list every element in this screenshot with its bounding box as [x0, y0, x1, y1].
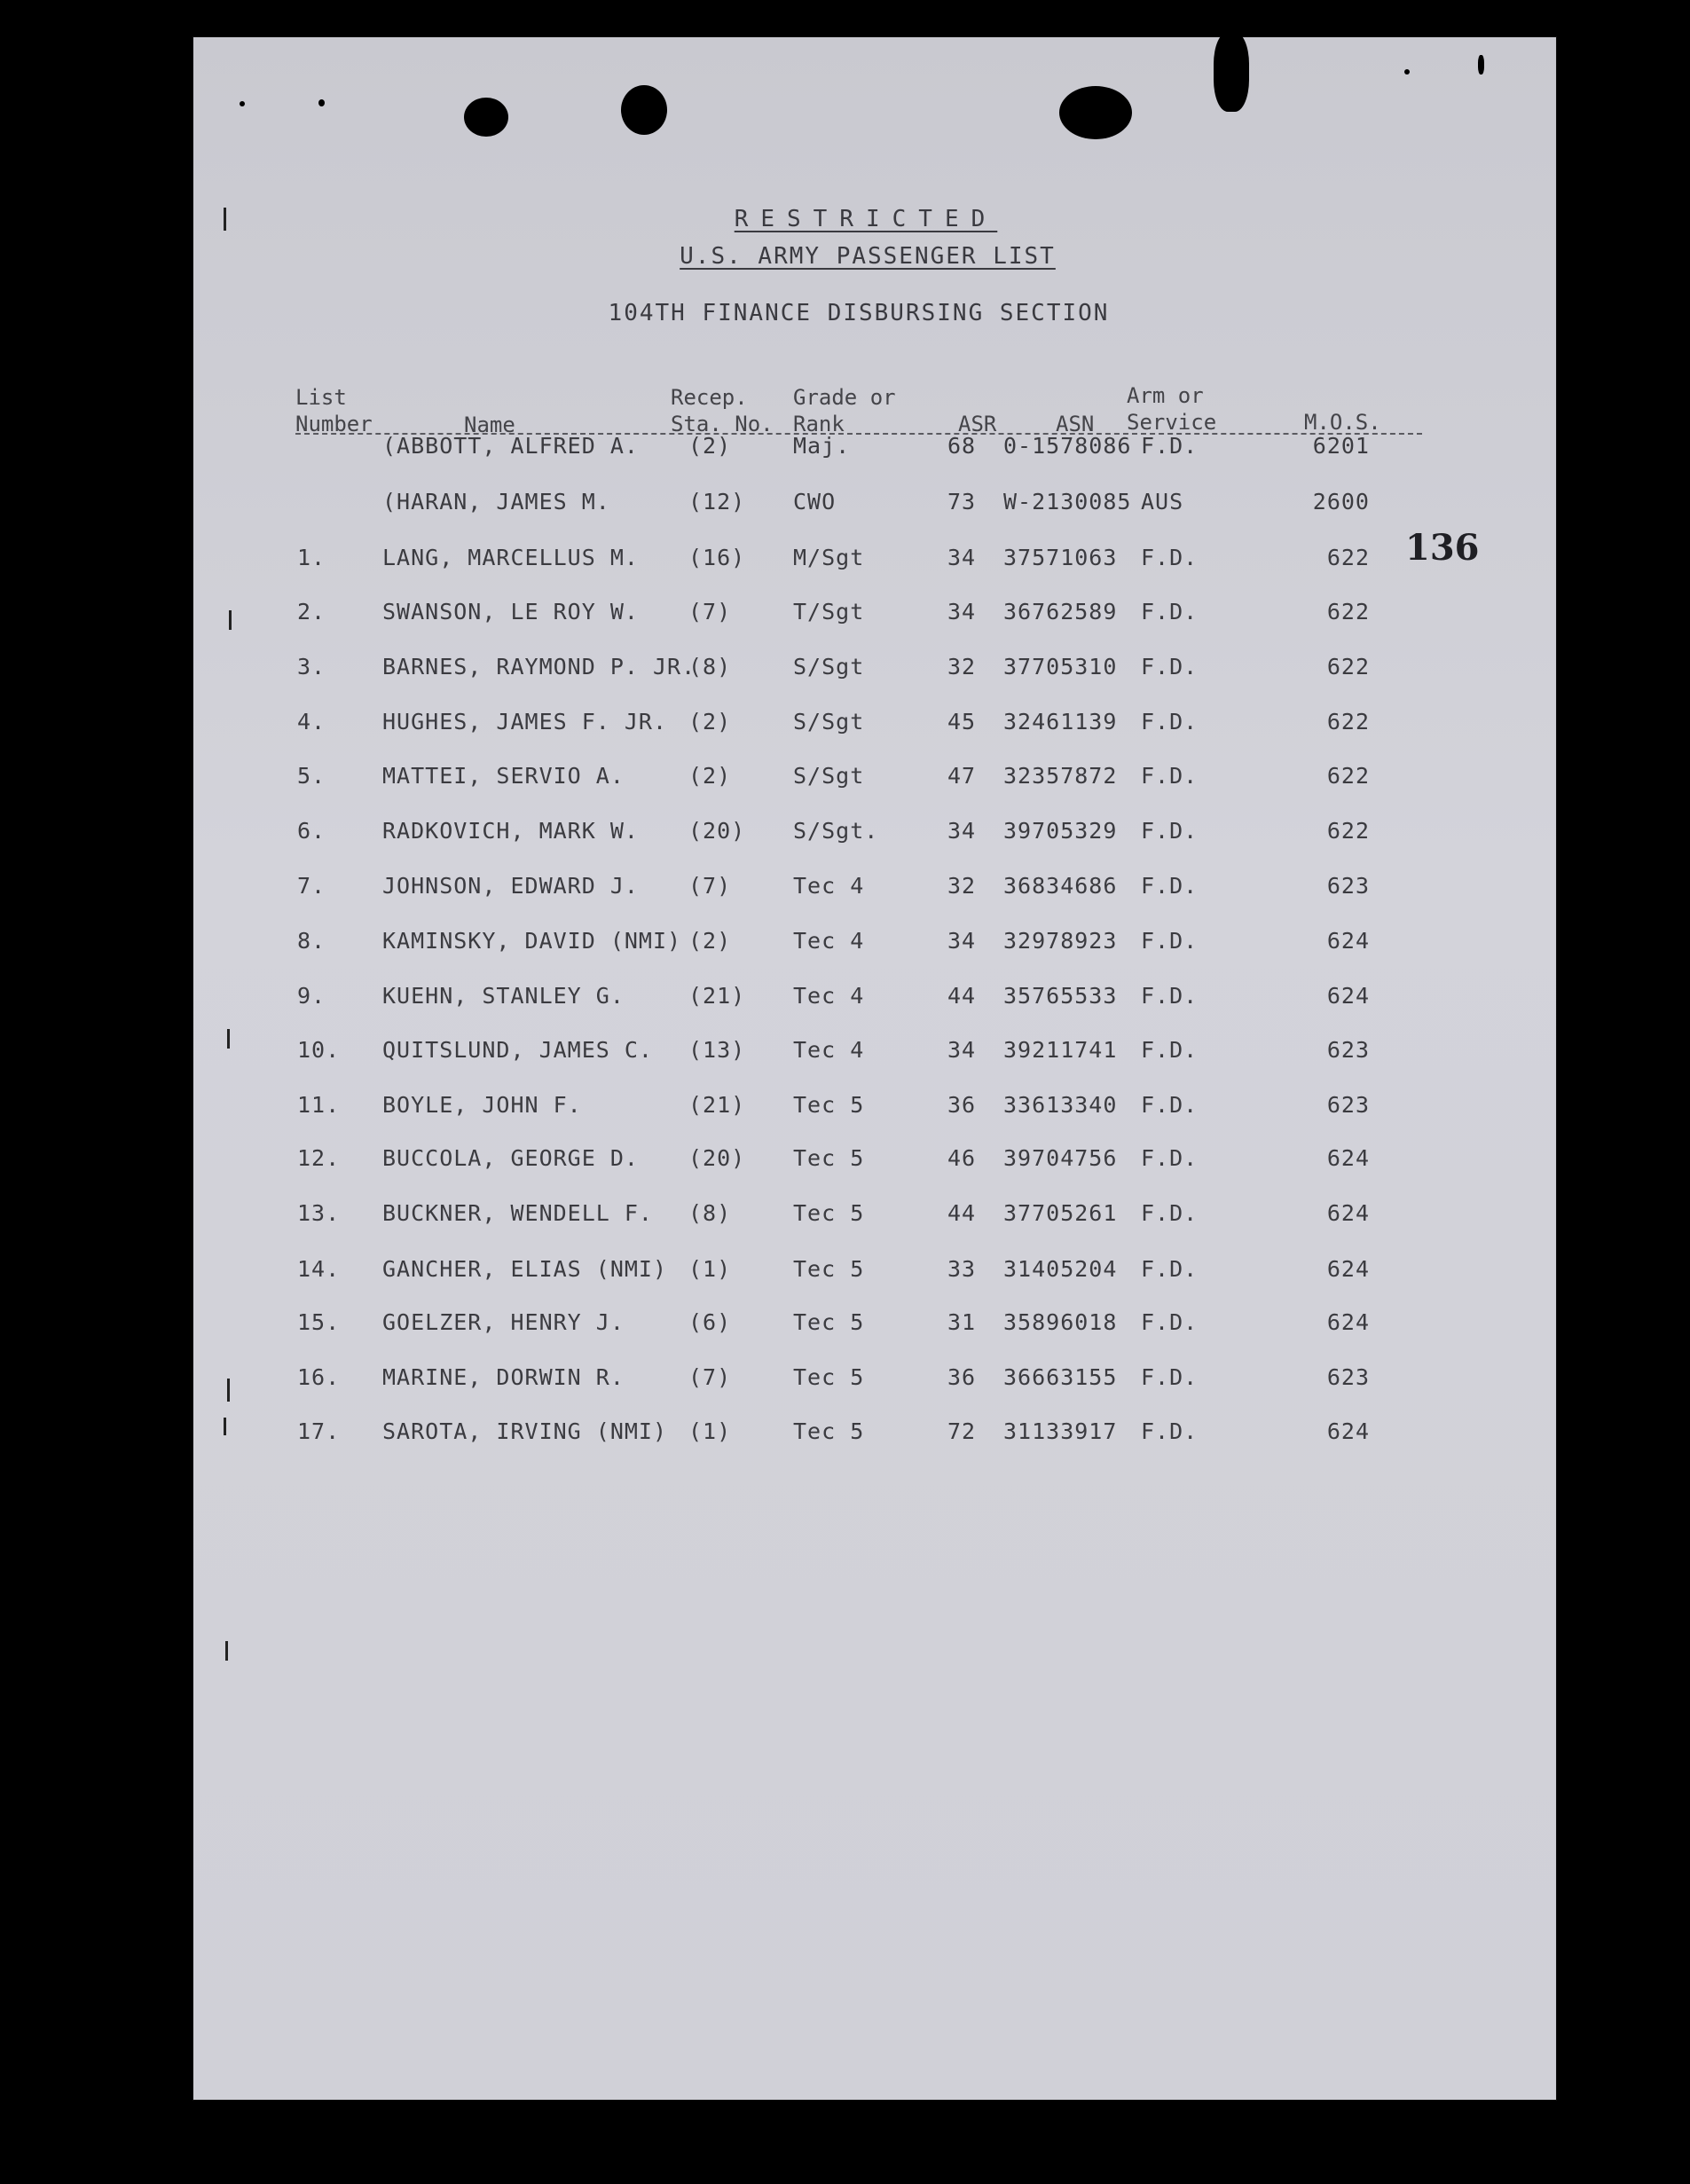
row-arm: F.D. [1141, 599, 1199, 625]
row-number: 14. [297, 1256, 341, 1282]
list-title: U.S. ARMY PASSENGER LIST [680, 243, 1056, 270]
row-recep-station: (2) [688, 763, 732, 789]
unit-name: 104TH FINANCE DISBURSING SECTION [608, 300, 1110, 326]
row-mos: 624 [1326, 983, 1370, 1009]
row-name: LANG, MARCELLUS M. [382, 545, 639, 570]
col-header-recep-2: Sta. No. [671, 412, 774, 436]
row-grade: S/Sgt. [793, 818, 879, 844]
row-recep-station: (7) [688, 1364, 732, 1390]
table-row [193, 818, 1556, 853]
row-name: KUEHN, STANLEY G. [382, 983, 625, 1009]
row-asn: 32461139 [1003, 709, 1118, 735]
row-asn: 0-1578086 [1003, 433, 1132, 459]
row-recep-station: (21) [688, 983, 746, 1009]
row-name: KAMINSKY, DAVID (NMI) [382, 928, 682, 954]
row-name: JOHNSON, EDWARD J. [382, 873, 639, 899]
row-arm: F.D. [1141, 709, 1199, 735]
row-recep-station: (16) [688, 545, 746, 570]
row-asn: 39705329 [1003, 818, 1118, 844]
row-number: 8. [297, 928, 326, 954]
row-mos: 623 [1326, 1037, 1370, 1063]
row-asr: 34 [947, 545, 977, 570]
col-header-recep-1: Recep. [671, 385, 748, 410]
row-recep-station: (2) [688, 709, 732, 735]
row-name: HUGHES, JAMES F. JR. [382, 709, 668, 735]
row-grade: M/Sgt [793, 545, 865, 570]
row-grade: Tec 5 [793, 1145, 865, 1171]
row-asr: 34 [947, 1037, 977, 1063]
row-mos: 624 [1326, 928, 1370, 954]
row-grade: Tec 4 [793, 928, 865, 954]
row-arm: F.D. [1141, 983, 1199, 1009]
row-mos: 623 [1326, 1364, 1370, 1390]
row-asn: 35896018 [1003, 1309, 1118, 1335]
row-grade: T/Sgt [793, 599, 865, 625]
row-asr: 36 [947, 1092, 977, 1118]
row-arm: F.D. [1141, 763, 1199, 789]
row-arm: F.D. [1141, 1418, 1199, 1444]
row-mos: 2600 [1312, 489, 1370, 515]
row-asr: 46 [947, 1145, 977, 1171]
table-row [193, 763, 1556, 798]
table-row [193, 1256, 1556, 1292]
row-grade: Tec 5 [793, 1364, 865, 1390]
row-arm: F.D. [1141, 1256, 1199, 1282]
row-asn: 37705310 [1003, 654, 1118, 680]
ink-speck [318, 99, 325, 106]
row-recep-station: (20) [688, 1145, 746, 1171]
row-mos: 622 [1326, 709, 1370, 735]
row-arm: F.D. [1141, 545, 1199, 570]
row-recep-station: (2) [688, 928, 732, 954]
col-header-list-1: List [295, 385, 347, 410]
row-asr: 68 [947, 433, 977, 459]
table-row [193, 1364, 1556, 1400]
row-number: 4. [297, 709, 326, 735]
table-row [193, 1418, 1556, 1454]
row-asn: 36762589 [1003, 599, 1118, 625]
row-arm: F.D. [1141, 433, 1199, 459]
row-number: 12. [297, 1145, 341, 1171]
row-name: MATTEI, SERVIO A. [382, 763, 625, 789]
row-arm: F.D. [1141, 928, 1199, 954]
row-grade: Tec 5 [793, 1200, 865, 1226]
row-grade: S/Sgt [793, 763, 865, 789]
table-row [193, 928, 1556, 963]
row-grade: S/Sgt [793, 709, 865, 735]
col-header-asr: ASR [958, 412, 997, 436]
row-asr: 36 [947, 1364, 977, 1390]
row-grade: Tec 5 [793, 1418, 865, 1444]
row-grade: Tec 4 [793, 983, 865, 1009]
row-asr: 73 [947, 489, 977, 515]
col-header-list-2: Number [295, 412, 373, 436]
col-header-mos: M.O.S. [1304, 410, 1381, 435]
row-number: 15. [297, 1309, 341, 1335]
row-mos: 624 [1326, 1256, 1370, 1282]
row-recep-station: (6) [688, 1309, 732, 1335]
row-recep-station: (8) [688, 654, 732, 680]
row-recep-station: (21) [688, 1092, 746, 1118]
page-number: 136 [1405, 527, 1480, 569]
row-mos: 6201 [1312, 433, 1370, 459]
col-header-arm-2: Service [1127, 410, 1217, 435]
row-arm: F.D. [1141, 1092, 1199, 1118]
row-asn: 36834686 [1003, 873, 1118, 899]
table-row [193, 1145, 1556, 1181]
punch-hole [1059, 86, 1132, 139]
row-name: RADKOVICH, MARK W. [382, 818, 639, 844]
row-name: MARINE, DORWIN R. [382, 1364, 625, 1390]
row-asn: 31405204 [1003, 1256, 1118, 1282]
row-number: 16. [297, 1364, 341, 1390]
row-asr: 44 [947, 983, 977, 1009]
row-asr: 45 [947, 709, 977, 735]
row-number: 2. [297, 599, 326, 625]
row-number: 10. [297, 1037, 341, 1063]
row-number: 11. [297, 1092, 341, 1118]
punch-hole [1214, 32, 1249, 112]
row-arm: F.D. [1141, 873, 1199, 899]
row-mos: 622 [1326, 654, 1370, 680]
row-mos: 622 [1326, 818, 1370, 844]
row-mos: 624 [1326, 1309, 1370, 1335]
row-name: GANCHER, ELIAS (NMI) [382, 1256, 668, 1282]
ink-speck [240, 101, 245, 106]
row-mos: 623 [1326, 1092, 1370, 1118]
row-asn: 37571063 [1003, 545, 1118, 570]
col-header-grade-2: Rank [793, 412, 845, 436]
col-header-asn: ASN [1056, 412, 1095, 436]
row-asn: 31133917 [1003, 1418, 1118, 1444]
row-recep-station: (20) [688, 818, 746, 844]
row-grade: Tec 4 [793, 1037, 865, 1063]
row-asn: 35765533 [1003, 983, 1118, 1009]
row-name: BUCCOLA, GEORGE D. [382, 1145, 639, 1171]
row-asr: 32 [947, 873, 977, 899]
row-mos: 622 [1326, 545, 1370, 570]
row-arm: F.D. [1141, 818, 1199, 844]
row-mos: 622 [1326, 763, 1370, 789]
row-number: 5. [297, 763, 326, 789]
row-number: 13. [297, 1200, 341, 1226]
row-recep-station: (7) [688, 599, 732, 625]
row-asr: 34 [947, 599, 977, 625]
row-name: BUCKNER, WENDELL F. [382, 1200, 653, 1226]
table-row [193, 1037, 1556, 1072]
row-recep-station: (13) [688, 1037, 746, 1063]
row-name: (ABBOTT, ALFRED A. [382, 433, 639, 459]
row-number: 1. [297, 545, 326, 570]
restricted-heading: RESTRICTED [734, 206, 998, 232]
row-recep-station: (2) [688, 433, 732, 459]
row-grade: S/Sgt [793, 654, 865, 680]
table-row [193, 983, 1556, 1018]
ink-speck [1478, 55, 1484, 75]
table-row [193, 545, 1556, 580]
row-grade: CWO [793, 489, 837, 515]
row-asn: 36663155 [1003, 1364, 1118, 1390]
row-name: GOELZER, HENRY J. [382, 1309, 625, 1335]
punch-hole [464, 98, 508, 137]
row-asr: 34 [947, 818, 977, 844]
row-number: 6. [297, 818, 326, 844]
row-asn: 32978923 [1003, 928, 1118, 954]
row-mos: 624 [1326, 1418, 1370, 1444]
row-recep-station: (8) [688, 1200, 732, 1226]
row-asr: 33 [947, 1256, 977, 1282]
row-grade: Maj. [793, 433, 851, 459]
punch-hole [621, 85, 667, 135]
row-asr: 34 [947, 928, 977, 954]
row-asn: 39704756 [1003, 1145, 1118, 1171]
table-row [193, 709, 1556, 744]
row-asn: 39211741 [1003, 1037, 1118, 1063]
row-mos: 623 [1326, 873, 1370, 899]
row-asn: 37705261 [1003, 1200, 1118, 1226]
table-row [193, 599, 1556, 634]
row-recep-station: (1) [688, 1256, 732, 1282]
row-number: 3. [297, 654, 326, 680]
row-recep-station: (1) [688, 1418, 732, 1444]
row-name: QUITSLUND, JAMES C. [382, 1037, 653, 1063]
table-row [193, 1092, 1556, 1127]
table-row [193, 654, 1556, 689]
row-grade: Tec 5 [793, 1092, 865, 1118]
row-asr: 32 [947, 654, 977, 680]
document-page [193, 37, 1556, 2100]
row-arm: F.D. [1141, 1145, 1199, 1171]
row-name: BARNES, RAYMOND P. JR. [382, 654, 696, 680]
row-arm: F.D. [1141, 1200, 1199, 1226]
table-row [193, 1309, 1556, 1345]
row-asn: W-2130085 [1003, 489, 1132, 515]
row-asr: 47 [947, 763, 977, 789]
row-grade: Tec 5 [793, 1309, 865, 1335]
row-name: (HARAN, JAMES M. [382, 489, 610, 515]
table-row [193, 433, 1556, 468]
row-arm: F.D. [1141, 1309, 1199, 1335]
row-arm: F.D. [1141, 654, 1199, 680]
col-header-name: Name [464, 412, 515, 437]
row-name: SAROTA, IRVING (NMI) [382, 1418, 668, 1444]
row-name: BOYLE, JOHN F. [382, 1092, 582, 1118]
margin-mark [225, 1641, 228, 1661]
table-row [193, 873, 1556, 908]
row-recep-station: (7) [688, 873, 732, 899]
row-asn: 32357872 [1003, 763, 1118, 789]
row-grade: Tec 5 [793, 1256, 865, 1282]
table-row [193, 489, 1556, 524]
ink-speck [1404, 69, 1410, 75]
table-row [193, 1200, 1556, 1236]
row-recep-station: (12) [688, 489, 746, 515]
row-grade: Tec 4 [793, 873, 865, 899]
row-mos: 624 [1326, 1200, 1370, 1226]
row-asn: 33613340 [1003, 1092, 1118, 1118]
row-arm: F.D. [1141, 1037, 1199, 1063]
row-mos: 622 [1326, 599, 1370, 625]
row-number: 7. [297, 873, 326, 899]
row-asr: 31 [947, 1309, 977, 1335]
row-number: 17. [297, 1418, 341, 1444]
row-mos: 624 [1326, 1145, 1370, 1171]
row-arm: AUS [1141, 489, 1184, 515]
row-arm: F.D. [1141, 1364, 1199, 1390]
col-header-arm-1: Arm or [1127, 383, 1204, 408]
row-number: 9. [297, 983, 326, 1009]
row-name: SWANSON, LE ROY W. [382, 599, 639, 625]
row-asr: 44 [947, 1200, 977, 1226]
col-header-grade-1: Grade or [793, 385, 896, 410]
row-asr: 72 [947, 1418, 977, 1444]
